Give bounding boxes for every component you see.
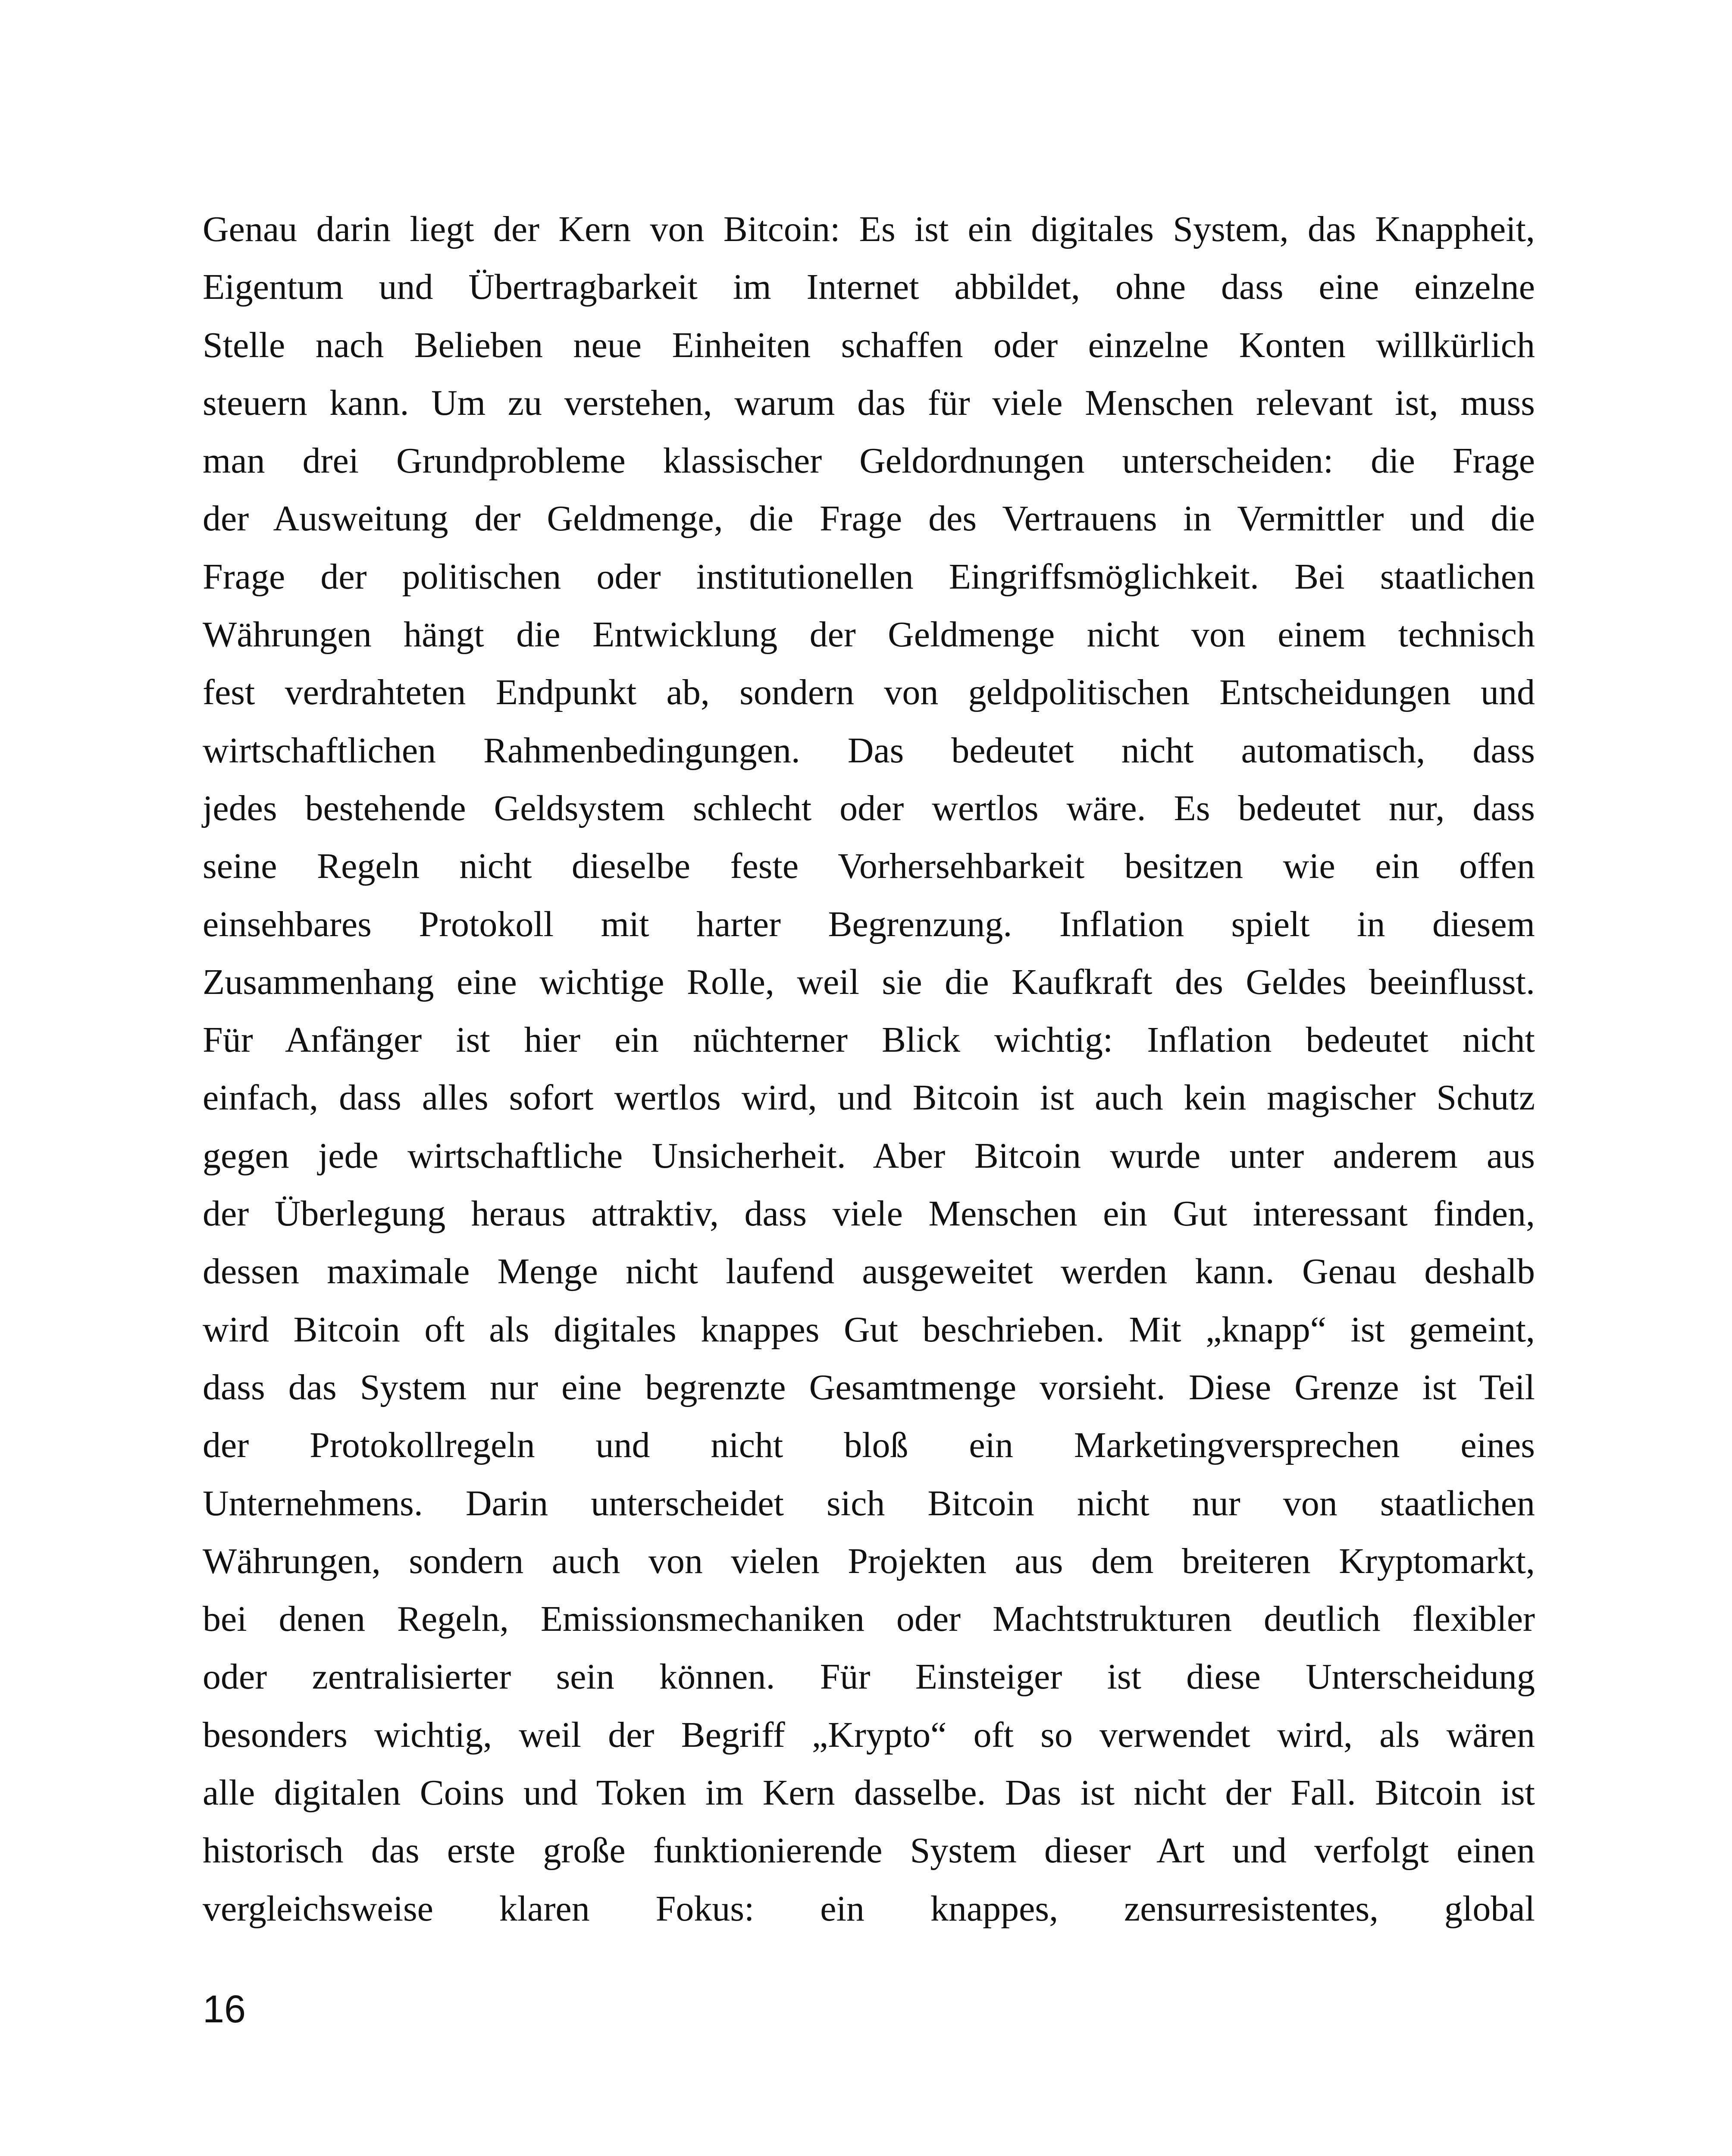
text-line: der Ausweitung der Geldmenge, die Frage des Vertrauens in Vermittler und die [203,498,1535,539]
text-line: fest verdrahteten Endpunkt ab, sondern von geldpolitischen Entscheidungen und [203,672,1535,713]
text-line: jedes bestehende Geldsystem schlecht oder wertlos wäre. Es bedeutet nur, dass [203,788,1535,828]
text-line: besonders wichtig, weil der Begriff „Krypto“ oft so verwendet wird, als wären [203,1714,1535,1755]
text-line: Unternehmens. Darin unterscheidet sich Bitcoin nicht nur von staatlichen [203,1483,1535,1523]
text-line: bei denen Regeln, Emissionsmechaniken oder Machtstrukturen deutlich flexibler [203,1599,1535,1639]
text-line: Eigentum und Übertragbarkeit im Internet abbildet, ohne dass eine einzelne [203,267,1535,307]
text-line: wird Bitcoin oft als digitales knappes Gut beschrieben. Mit „knapp“ ist gemeint, [203,1309,1535,1350]
text-line: dass das System nur eine begrenzte Gesamtmenge vorsieht. Diese Grenze ist Teil [203,1367,1535,1407]
text-line: Frage der politischen oder institutionellen Eingriffsmöglichkeit. Bei staatlichen [203,556,1535,597]
text-line: Für Anfänger ist hier ein nüchterner Blick wichtig: Inflation bedeutet nicht [203,1020,1535,1060]
text-line: oder zentralisierter sein können. Für Einsteiger ist diese Unterscheidung [203,1657,1535,1697]
text-line: alle digitalen Coins und Token im Kern dasselbe. Das ist nicht der Fall. Bitcoin ist [203,1773,1535,1813]
text-line: dessen maximale Menge nicht laufend ausgeweitet werden kann. Genau deshalb [203,1251,1535,1292]
text-line: seine Regeln nicht dieselbe feste Vorhersehbarkeit besitzen wie ein offen [203,846,1535,887]
text-line: Genau darin liegt der Kern von Bitcoin: Es ist ein digitales System, das Knappheit, [203,209,1535,249]
text-line: man drei Grundprobleme klassischer Geldordnungen unterscheiden: die Frage [203,441,1535,481]
text-line: der Überlegung heraus attraktiv, dass viele Menschen ein Gut interessant finden, [203,1194,1535,1234]
text-line: der Protokollregeln und nicht bloß ein Marketingversprechen eines [203,1425,1535,1466]
text-line: Währungen, sondern auch von vielen Projekten aus dem breiteren Kryptomarkt, [203,1541,1535,1581]
text-line: gegen jede wirtschaftliche Unsicherheit. Aber Bitcoin wurde unter anderem aus [203,1135,1535,1176]
page-number: 16 [203,1988,246,2031]
text-line: Zusammenhang eine wichtige Rolle, weil sie die Kaufkraft des Geldes beeinflusst. [203,962,1535,1002]
text-line: Währungen hängt die Entwicklung der Geldmenge nicht von einem technisch [203,614,1535,655]
text-line: einsehbares Protokoll mit harter Begrenzung. Inflation spielt in diesem [203,904,1535,944]
body-text [203,201,1535,1938]
text-line: Stelle nach Belieben neue Einheiten schaffen oder einzelne Konten willkürlich [203,325,1535,365]
text-line: einfach, dass alles sofort wertlos wird, und Bitcoin ist auch kein magischer Schutz [203,1078,1535,1118]
text-line: vergleichsweise klaren Fokus: ein knappes, zensurresistentes, global [203,1888,1535,1929]
text-line: steuern kann. Um zu verstehen, warum das für viele Menschen relevant ist, muss [203,382,1535,423]
text-line: wirtschaftlichen Rahmenbedingungen. Das bedeutet nicht automatisch, dass [203,730,1535,771]
text-line: historisch das erste große funktionierende System dieser Art und verfolgt einen [203,1830,1535,1871]
